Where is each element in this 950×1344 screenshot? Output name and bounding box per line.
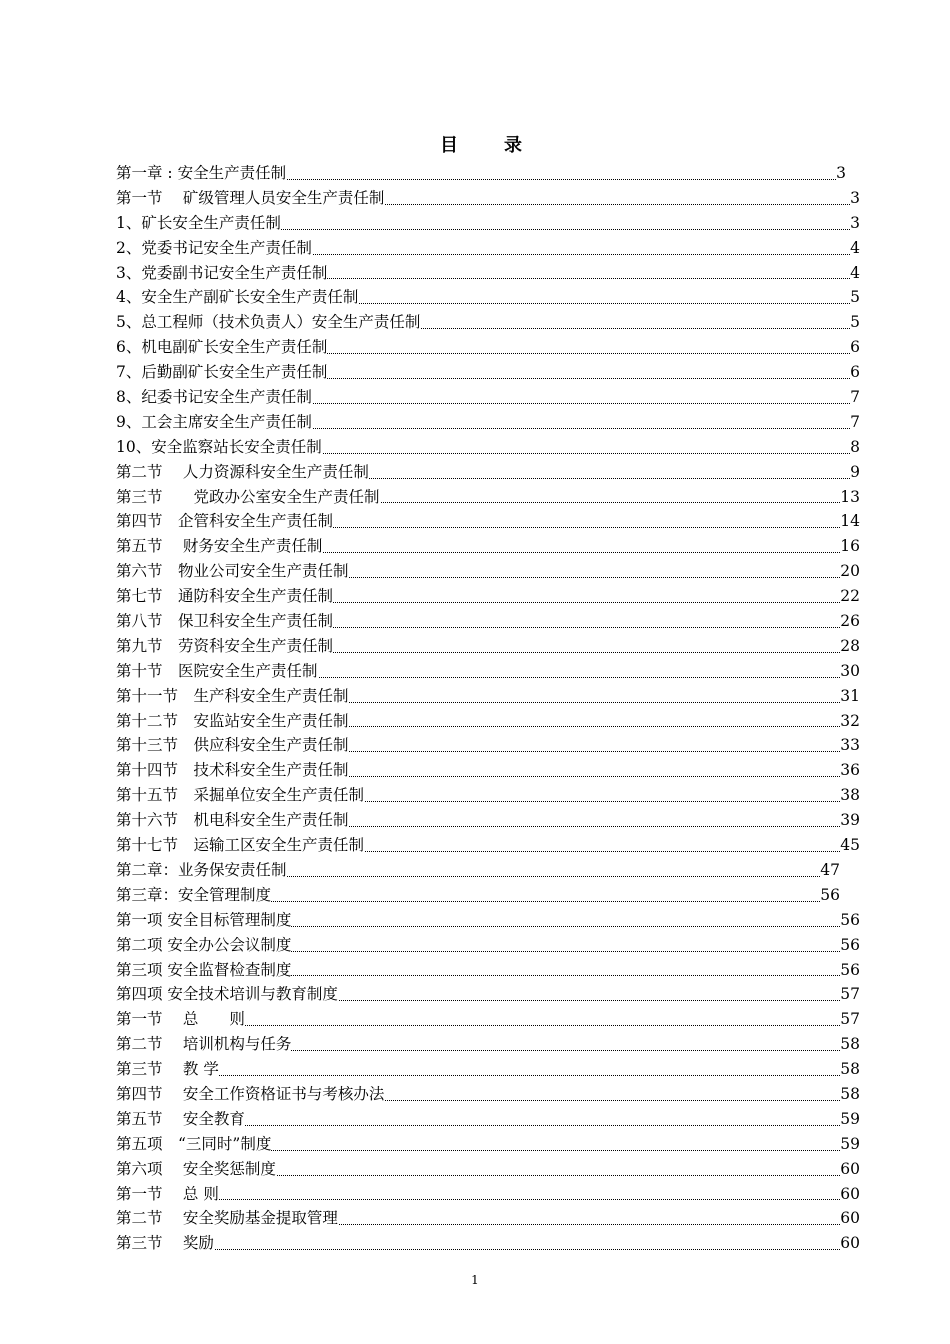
toc-entry-page: 6 [850,335,860,360]
toc-entry-title: 5、总工程师（技术负责人）安全生产责任制 [116,313,421,332]
toc-entry[interactable] [116,1206,860,1231]
toc-entry-title: 第三章：安全管理制度 [116,885,272,904]
toc-entry[interactable] [116,485,860,510]
toc-entry[interactable] [116,1182,860,1207]
toc-entry-page: 57 [840,982,860,1007]
toc-entry-title: 10、安全监察站长安全责任制 [116,437,322,456]
toc-entry-page: 3 [850,211,860,236]
toc-entry-page: 8 [850,435,860,460]
toc-entry-page: 30 [840,659,860,684]
toc-entry[interactable] [116,982,860,1007]
toc-entry-title: 第一章 : 安全生产责任制 [116,164,287,182]
toc-entry-title: 第二项 安全办公会议制度 [116,935,292,954]
toc-entry-title: 第六项 安全奖惩制度 [116,1159,276,1178]
toc-entry[interactable] [116,161,860,186]
toc-entry-page: 22 [840,584,860,609]
toc-entry-title: 第一项 安全目标管理制度 [116,910,292,929]
toc-entry-title: 第十四节 技术科安全生产责任制 [116,761,349,780]
toc-entry[interactable] [116,211,860,236]
toc-entry-page: 28 [840,634,860,659]
toc-leader-dots [116,1199,860,1200]
toc-entry[interactable] [116,758,860,783]
toc-entry[interactable] [116,261,860,286]
toc-entry-title: 第五项 “三同时”制度 [116,1134,272,1153]
table-of-contents [116,161,860,1256]
toc-entry-page: 13 [840,485,860,510]
toc-entry-title: 第七节 通防科安全生产责任制 [116,587,334,606]
toc-entry-title: 第五节 安全教育 [116,1109,245,1128]
toc-entry-page: 16 [840,534,860,559]
toc-entry[interactable] [116,559,860,584]
toc-entry[interactable] [116,460,860,485]
toc-entry[interactable] [116,858,860,883]
toc-entry[interactable] [116,783,860,808]
toc-entry-page: 60 [840,1182,860,1207]
toc-entry-title: 第二节 人力资源科安全生产责任制 [116,462,369,481]
toc-leader-dots [116,1075,860,1076]
toc-entry[interactable] [116,808,860,833]
toc-entry-page: 60 [840,1206,860,1231]
toc-entry-title: 4、安全生产副矿长安全生产责任制 [116,288,359,307]
toc-entry[interactable] [116,584,860,609]
toc-entry-page: 14 [840,509,860,534]
toc-entry-page: 59 [840,1107,860,1132]
toc-entry-title: 8、纪委书记安全生产责任制 [116,388,312,407]
toc-entry-title: 第一节 矿级管理人员安全生产责任制 [116,188,385,207]
toc-entry-title: 第一节 总 则 [116,1010,245,1029]
toc-entry-page: 58 [840,1057,860,1082]
toc-entry[interactable] [116,285,860,310]
toc-entry-page: 3 [836,161,846,186]
toc-entry[interactable] [116,958,860,983]
toc-entry[interactable] [116,1082,860,1107]
toc-entry-page: 56 [840,958,860,983]
toc-entry-title: 第六节 物业公司安全生产责任制 [116,562,349,581]
toc-entry-title: 第三节 党政办公室安全生产责任制 [116,487,380,506]
toc-entry-title: 第十六节 机电科安全生产责任制 [116,811,349,830]
toc-entry[interactable] [116,684,860,709]
toc-entry[interactable] [116,186,860,211]
toc-entry[interactable] [116,1231,860,1256]
toc-entry[interactable] [116,1107,860,1132]
toc-entry-title: 第四节 企管科安全生产责任制 [116,512,334,531]
toc-entry-page: 31 [840,684,860,709]
toc-entry[interactable] [116,1007,860,1032]
toc-entry[interactable] [116,1132,860,1157]
toc-entry[interactable] [116,435,860,460]
toc-entry-page: 57 [840,1007,860,1032]
toc-entry-page: 9 [850,460,860,485]
toc-entry-title: 2、党委书记安全生产责任制 [116,238,312,257]
toc-entry-page: 39 [840,808,860,833]
toc-entry[interactable] [116,236,860,261]
toc-entry[interactable] [116,1057,860,1082]
toc-entry-title: 第十五节 采掘单位安全生产责任制 [116,786,365,805]
toc-entry-page: 6 [850,360,860,385]
toc-entry-title: 第十节 医院安全生产责任制 [116,661,318,680]
toc-entry-page: 20 [840,559,860,584]
toc-entry[interactable] [116,709,860,734]
toc-entry-page: 56 [820,883,840,908]
toc-entry-title: 第八节 保卫科安全生产责任制 [116,612,334,631]
toc-entry[interactable] [116,509,860,534]
toc-entry[interactable] [116,310,860,335]
toc-entry[interactable] [116,360,860,385]
toc-entry-title: 第十三节 供应科安全生产责任制 [116,736,349,755]
toc-entry-page: 47 [820,858,840,883]
toc-entry-page: 56 [840,908,860,933]
toc-entry[interactable] [116,634,860,659]
toc-entry-page: 4 [850,236,860,261]
toc-entry-title: 6、机电副矿长安全生产责任制 [116,338,328,357]
toc-entry[interactable] [116,335,860,360]
toc-entry-title: 第三节 教 学 [116,1060,219,1079]
toc-entry-title: 第十二节 安监站安全生产责任制 [116,711,349,730]
toc-entry-page: 56 [840,933,860,958]
toc-entry-title: 第二节 培训机构与任务 [116,1035,292,1054]
toc-entry[interactable] [116,733,860,758]
toc-entry[interactable] [116,609,860,634]
toc-entry-page: 58 [840,1082,860,1107]
toc-entry-page: 36 [840,758,860,783]
toc-entry-page: 4 [850,261,860,286]
toc-entry[interactable] [116,1032,860,1057]
toc-entry[interactable] [116,908,860,933]
toc-entry-title: 第三节 奖励 [116,1234,214,1253]
page-title: 目 录 [440,135,536,156]
toc-entry[interactable] [116,534,860,559]
toc-entry[interactable] [116,659,860,684]
toc-entry-title: 第二节 安全奖励基金提取管理 [116,1209,338,1228]
toc-entry[interactable] [116,883,860,908]
toc-entry-page: 5 [850,310,860,335]
toc-entry[interactable] [116,410,860,435]
toc-entry-page: 7 [850,410,860,435]
toc-entry-title: 第一节 总 则 [116,1184,219,1203]
toc-entry-title: 第二章：业务保安责任制 [116,860,287,879]
toc-entry[interactable] [116,385,860,410]
toc-entry-title: 第十七节 运输工区安全生产责任制 [116,836,365,855]
toc-entry-page: 60 [840,1157,860,1182]
toc-entry-title: 9、工会主席安全生产责任制 [116,412,312,431]
toc-entry-title: 第十一节 生产科安全生产责任制 [116,686,349,705]
toc-entry-page: 32 [840,709,860,734]
toc-entry[interactable] [116,1157,860,1182]
toc-entry-title: 第三项 安全监督检查制度 [116,960,292,979]
toc-entry-page: 60 [840,1231,860,1256]
toc-entry-page: 33 [840,733,860,758]
toc-entry-page: 26 [840,609,860,634]
toc-entry[interactable] [116,833,860,858]
toc-leader-dots [116,1249,860,1250]
toc-entry-page: 3 [850,186,860,211]
toc-entry-title: 第五节 财务安全生产责任制 [116,537,323,556]
toc-entry[interactable] [116,933,860,958]
toc-entry-page: 45 [840,833,860,858]
toc-entry-page: 59 [840,1132,860,1157]
toc-entry-page: 58 [840,1032,860,1057]
toc-entry-title: 第九节 劳资科安全生产责任制 [116,636,334,655]
toc-entry-title: 3、党委副书记安全生产责任制 [116,263,328,282]
toc-entry-title: 7、后勤副矿长安全生产责任制 [116,363,328,382]
page-number: 1 [471,1273,479,1287]
toc-entry-page: 7 [850,385,860,410]
toc-entry-title: 1、矿长安全生产责任制 [116,213,281,232]
toc-entry-title: 第四节 安全工作资格证书与考核办法 [116,1084,385,1103]
toc-entry-page: 5 [850,285,860,310]
toc-entry-title: 第四项 安全技术培训与教育制度 [116,985,338,1004]
toc-entry-page: 38 [840,783,860,808]
